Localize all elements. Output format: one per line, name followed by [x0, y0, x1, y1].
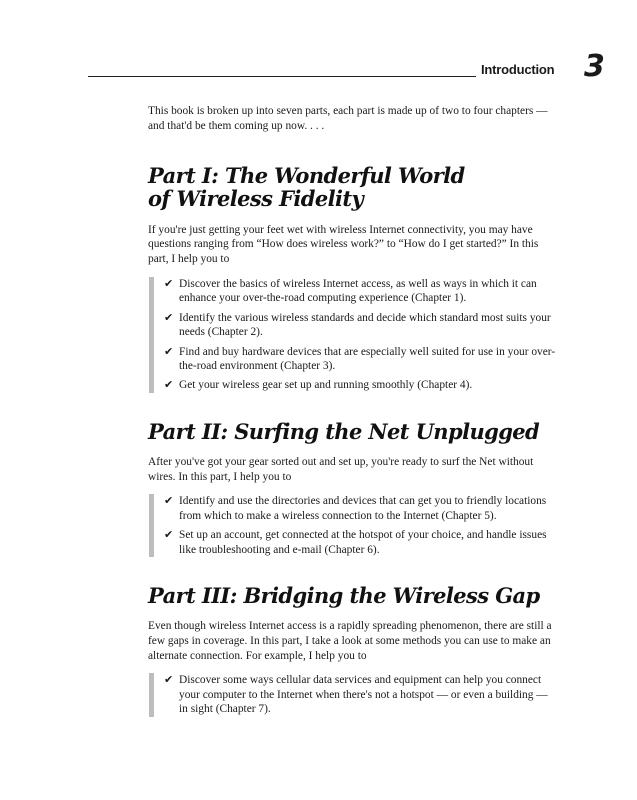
- list-item: ✔ Identify the various wireless standards and decide which standard most suits your needs (Chapter 2).: [164, 310, 551, 339]
- list-item: ✔ Discover some ways cellular data services and equipment can help you connect your computer to the Internet when there's not a hotspot — or even a building — in sight (Chapter 7).: [164, 673, 548, 716]
- list-item: ✔ Find and buy hardware devices that are especially well suited for use in your over-the-road environment (Chapter 3).: [164, 344, 556, 373]
- part-2-checklist: [149, 494, 558, 557]
- header-rule: [88, 76, 476, 77]
- checkmark-icon: ✔: [164, 310, 174, 324]
- list-item: ✔ Discover the basics of wireless Internet access, as well as ways in which it can enhance your over-the-road computing experience (Chapter 1).: [164, 276, 537, 305]
- page-content: [148, 104, 558, 717]
- page-number: 3: [584, 49, 605, 84]
- part-2-description: After you've got your gear sorted out and set up, you're ready to surf the Net without wires. In this part, I help you to: [148, 455, 534, 483]
- part-3-section: [148, 584, 558, 717]
- checkmark-icon: ✔: [164, 673, 174, 687]
- checkmark-icon: ✔: [164, 276, 174, 290]
- checkmark-icon: ✔: [164, 494, 174, 508]
- running-header-section: Introduction: [481, 62, 555, 77]
- part-3-description: Even though wireless Internet access is a rapidly spreading phenomenon, there are still a few gaps in coverage. In this part, I take a look at some methods you can use to make an alternate connection. For example, I help you to: [148, 620, 552, 662]
- part-2-section: [148, 420, 558, 557]
- part-1-heading-line2: of Wireless Fidelity: [148, 185, 364, 211]
- part-3-heading: Part III: Bridging the Wireless Gap: [148, 583, 540, 609]
- checkmark-icon: ✔: [164, 344, 174, 358]
- part-1-heading-line1: Part I: The Wonderful World: [148, 162, 465, 188]
- part-1-heading: [148, 164, 558, 210]
- checkmark-icon: ✔: [164, 528, 174, 542]
- list-item: ✔ Get your wireless gear set up and running smoothly (Chapter 4).: [164, 378, 473, 392]
- part-3-checklist: [149, 673, 558, 716]
- part-1-checklist: [149, 277, 558, 393]
- list-item: ✔ Identify and use the directories and devices that can get you to friendly locations from which to make a wireless connection to the Internet (Chapter 5).: [164, 494, 547, 522]
- part-1-description: If you're just getting your feet wet with wireless Internet connectivity, you may have questions ranging from “How does wireless work?” to “How do I get started?” In this part, I help you to: [148, 223, 539, 266]
- checkmark-icon: ✔: [164, 378, 174, 392]
- intro-paragraph: This book is broken up into seven parts, each part is made up of two to four chapters — and that'd be them coming up now. . . .: [148, 105, 548, 132]
- list-item: ✔ Set up an account, get connected at the hotspot of your choice, and handle issues like troubleshooting and e-mail (Chapter 6).: [164, 528, 547, 556]
- part-2-heading: Part II: Surfing the Net Unplugged: [148, 418, 540, 444]
- part-1-section: [148, 164, 558, 393]
